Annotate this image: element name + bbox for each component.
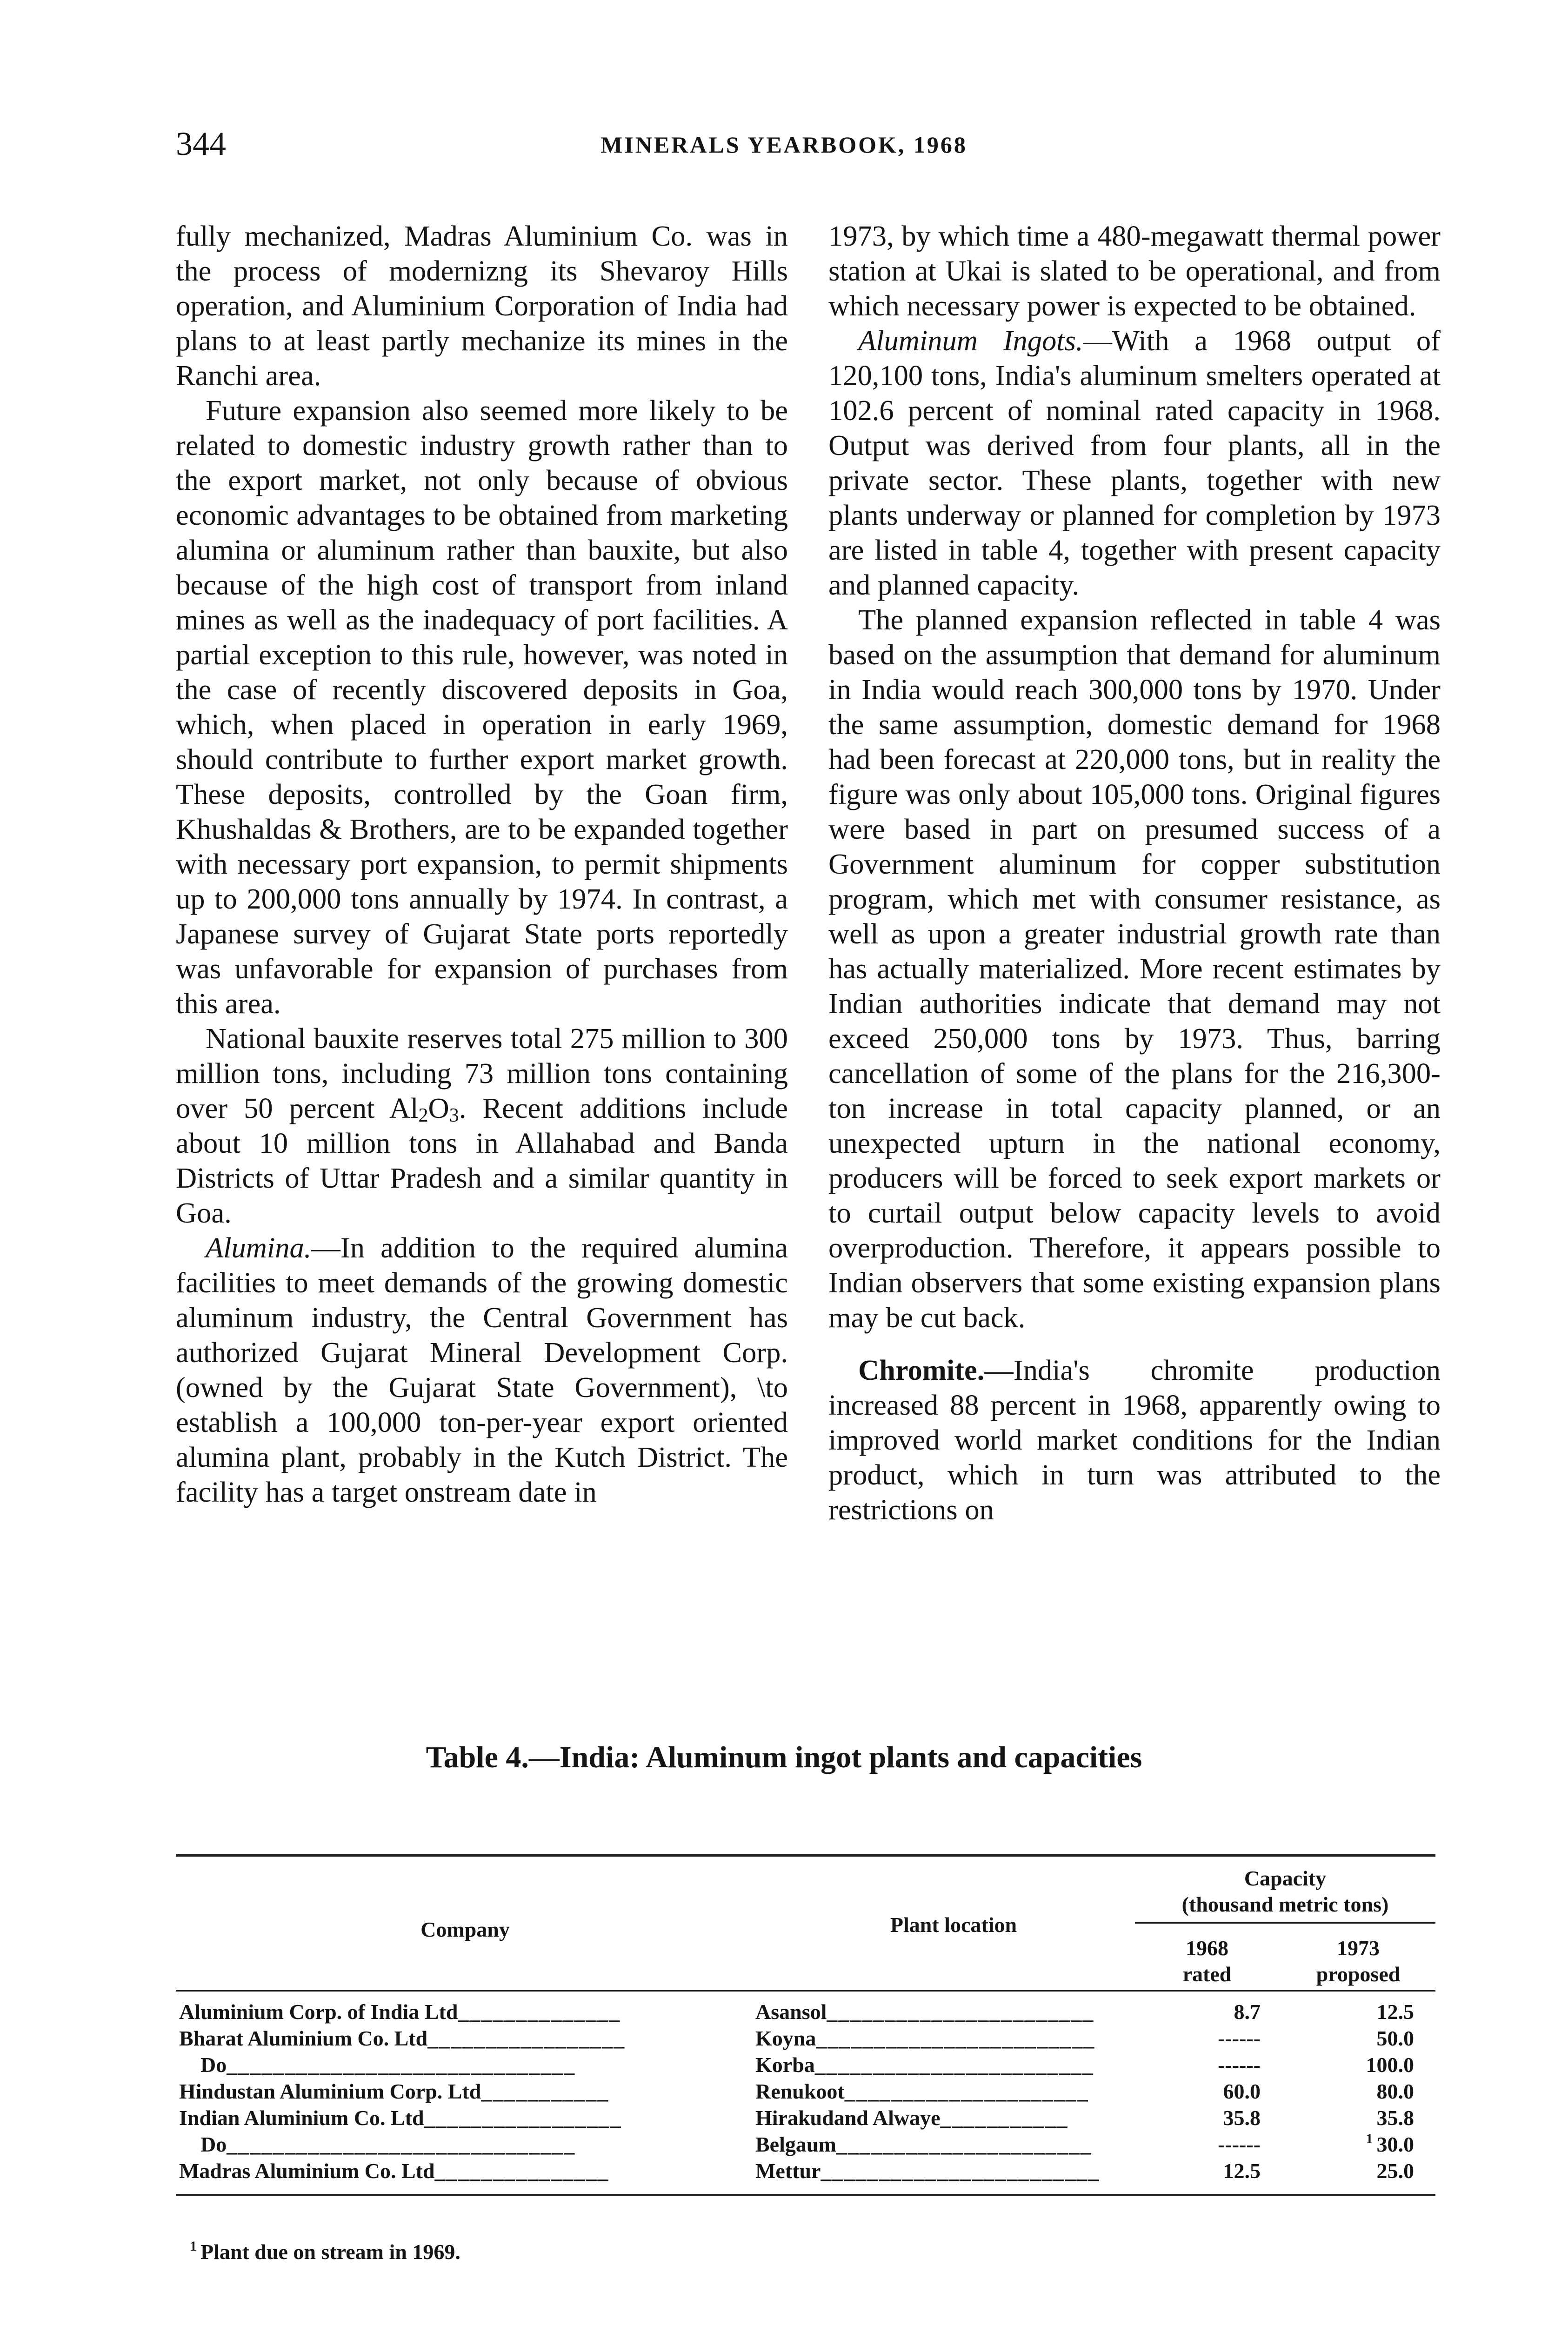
table-cell: Bharat Aluminium Co. Ltd_________________ bbox=[179, 2026, 626, 2050]
table-cell: 12.5 bbox=[1223, 2159, 1261, 2183]
table-cell: Koyna________________________ bbox=[755, 2026, 1095, 2050]
footnote-text: Plant due on stream in 1969. bbox=[200, 2240, 460, 2264]
table-cell: ------ bbox=[1218, 2132, 1261, 2156]
table-cell: 80.0 bbox=[1376, 2079, 1414, 2103]
table-cell: Belgaum______________________ bbox=[755, 2132, 1092, 2156]
paragraph bbox=[176, 1021, 788, 1230]
rated-1968-column bbox=[1140, 1998, 1261, 2184]
table-cell: Do______________________________ bbox=[200, 2053, 576, 2077]
table-cell: Do______________________________ bbox=[200, 2132, 576, 2156]
table-cell: 50.0 bbox=[1376, 2026, 1414, 2050]
table-header-rule bbox=[176, 1990, 1435, 1992]
running-head: MINERALS YEARBOOK, 1968 bbox=[601, 132, 967, 158]
header-1968 bbox=[1140, 1935, 1274, 1987]
section-heading: Alumina. bbox=[206, 1231, 312, 1264]
table-cell: Madras Aluminium Co. Ltd_______________ bbox=[179, 2159, 609, 2183]
capacity-rule bbox=[1135, 1922, 1435, 1924]
right-column bbox=[828, 219, 1441, 1527]
section-heading: Aluminum Ingots. bbox=[858, 324, 1083, 357]
table-cell: 35.8 bbox=[1376, 2106, 1414, 2130]
table-cell: Indian Aluminium Co. Ltd_________________ bbox=[179, 2106, 622, 2130]
table-title: Table 4.—India: Aluminum ingot plants and capacities bbox=[426, 1740, 1142, 1774]
paragraph: fully mechanized, Madras Aluminium Co. was in the process of modernizng its Shevaroy Hills operation, and Aluminium Corporation of India had plans to at least partly mechanize its mines in the Ranchi area. bbox=[176, 220, 788, 392]
table-bottom-rule bbox=[176, 2194, 1435, 2196]
text: —In addition to the required alumina facilities to meet demands of the growing domestic aluminum industry, the Central Government has authorized Gujarat Mineral Development Corp. (owned by the Gujarat State Government), \to establish a 100,000 ton-per-year export oriented alumina plant, probably in the Kutch District. The facility has a target onstream date in bbox=[176, 1231, 788, 1508]
subscript: 2 bbox=[418, 1105, 428, 1126]
page-number: 344 bbox=[176, 125, 226, 162]
table-cell: 100.0 bbox=[1366, 2053, 1414, 2077]
table-cell: 35.8 bbox=[1223, 2106, 1261, 2130]
paragraph bbox=[176, 1230, 788, 1510]
table-cell: ------ bbox=[1218, 2053, 1261, 2077]
table-cell: $^1$ 30.0 bbox=[1366, 2131, 1414, 2156]
paragraph: The planned expansion reflected in table 4 was based on the assumption that demand for aluminum in India would reach 300,000 tons by 1970. Under the same assumption, domestic demand for 1968 had been forecast at 220,000 tons, but in reality the figure was only about 105,000 tons. Original figures were based in part on presumed success of a Government aluminum for copper substitution program, which met with consumer resistance, as well as upon a greater industrial growth rate than has actually materialized. More recent estimates by Indian authorities indicate that demand may not exceed 250,000 tons by 1973. Thus, barring cancellation of some of the plans for the 216,300-ton increase in total capacity planned, or an unexpected upturn in the national economy, producers will be forced to seek export markets or to curtail output below capacity levels to avoid overproduction. Therefore, it appears possible to Indian observers that some existing expansion plans may be cut back. bbox=[828, 603, 1441, 1334]
table-cell: ------ bbox=[1218, 2026, 1261, 2050]
paragraph bbox=[828, 323, 1441, 602]
header-line: 1968 bbox=[1186, 1936, 1228, 1960]
table-cell: 12.5 bbox=[1376, 2000, 1414, 2024]
table-cell: Renukoot_____________________ bbox=[755, 2079, 1089, 2103]
table-cell: Hindustan Aluminium Corp. Ltd___________ bbox=[179, 2079, 609, 2103]
header-line: 1973 bbox=[1337, 1936, 1380, 1960]
section-heading: Chromite. bbox=[858, 1354, 985, 1386]
header-line: rated bbox=[1182, 1962, 1232, 1986]
header-location: Plant location bbox=[890, 1913, 1017, 1937]
table-cell: 25.0 bbox=[1376, 2159, 1414, 2183]
text: National bauxite reserves total 275 million to 300 million tons, including 73 million tons containing over 50 percent Al bbox=[176, 1022, 788, 1124]
table-cell: Korba________________________ bbox=[755, 2053, 1094, 2077]
left-column bbox=[176, 219, 788, 1510]
footnote-marker: 1 bbox=[190, 2239, 197, 2254]
proposed-1973-column bbox=[1302, 1998, 1414, 2184]
paragraph: Future expansion also seemed more likely to be related to domestic industry growth rather than to the export market, not only because of obvious economic advantages to be obtained from marketing alumina or aluminum rather than bauxite, but also because of the high cost of transport from inland mines as well as the inadequacy of port facilities. A partial exception to this rule, however, was noted in the case of recently discovered deposits in Goa, which, when placed in operation in early 1969, should contribute to further export market growth. These deposits, controlled by the Goan firm, Khushaldas & Brothers, are to be expanded together with necessary port expansion, to permit shipments up to 200,000 tons annually by 1974. In contrast, a Japanese survey of Gujarat State ports reportedly was unfavorable for expansion of purchases from this area. bbox=[176, 394, 788, 1020]
text: —India's chromite production increased 88 percent in 1968, apparently owing to improved world market conditions for the Indian product, which in turn was attributed to the restrictions on bbox=[828, 1354, 1441, 1526]
footnote bbox=[190, 2239, 460, 2264]
header-capacity-line: (thousand metric tons) bbox=[1181, 1892, 1389, 1916]
text: . Recent additions include about 10 million tons in Allahabad and Banda Districts of Uttar Pradesh and a similar quantity in Goa. bbox=[176, 1092, 788, 1229]
table-cell: Asansol_______________________ bbox=[755, 2000, 1094, 2024]
header-1973 bbox=[1288, 1935, 1428, 1987]
subscript: 3 bbox=[449, 1105, 459, 1126]
table-cell: 60.0 bbox=[1223, 2079, 1261, 2103]
header-capacity-line: Capacity bbox=[1244, 1866, 1327, 1890]
header-line: proposed bbox=[1316, 1962, 1401, 1986]
footnote-marker: 1 bbox=[1366, 2131, 1373, 2146]
location-column bbox=[755, 1998, 1160, 2184]
table-cell: 8.7 bbox=[1234, 2000, 1261, 2024]
table-cell: Aluminium Corp. of India Ltd______________ bbox=[179, 2000, 621, 2024]
text: —With a 1968 output of 120,100 tons, India's aluminum smelters operated at 102.6 percent of nominal rated capacity in 1968. Output was derived from four plants, all in the private sector. These plants, together with new plants underway or planned for completion by 1973 are listed in table 4, together with present capacity and planned capacity. bbox=[828, 324, 1441, 601]
header-capacity bbox=[1135, 1865, 1435, 1918]
paragraph bbox=[828, 1353, 1441, 1527]
paragraph: 1973, by which time a 480-megawatt thermal power station at Ukai is slated to be operational, and from which necessary power is expected to be obtained. bbox=[828, 220, 1441, 322]
table-top-rule bbox=[176, 1854, 1435, 1857]
table-cell: Mettur________________________ bbox=[755, 2159, 1100, 2183]
table-cell: Hirakudand Alwaye___________ bbox=[755, 2106, 1068, 2130]
header-company: Company bbox=[420, 1918, 510, 1941]
text: O bbox=[428, 1092, 449, 1124]
company-column bbox=[179, 1998, 744, 2184]
